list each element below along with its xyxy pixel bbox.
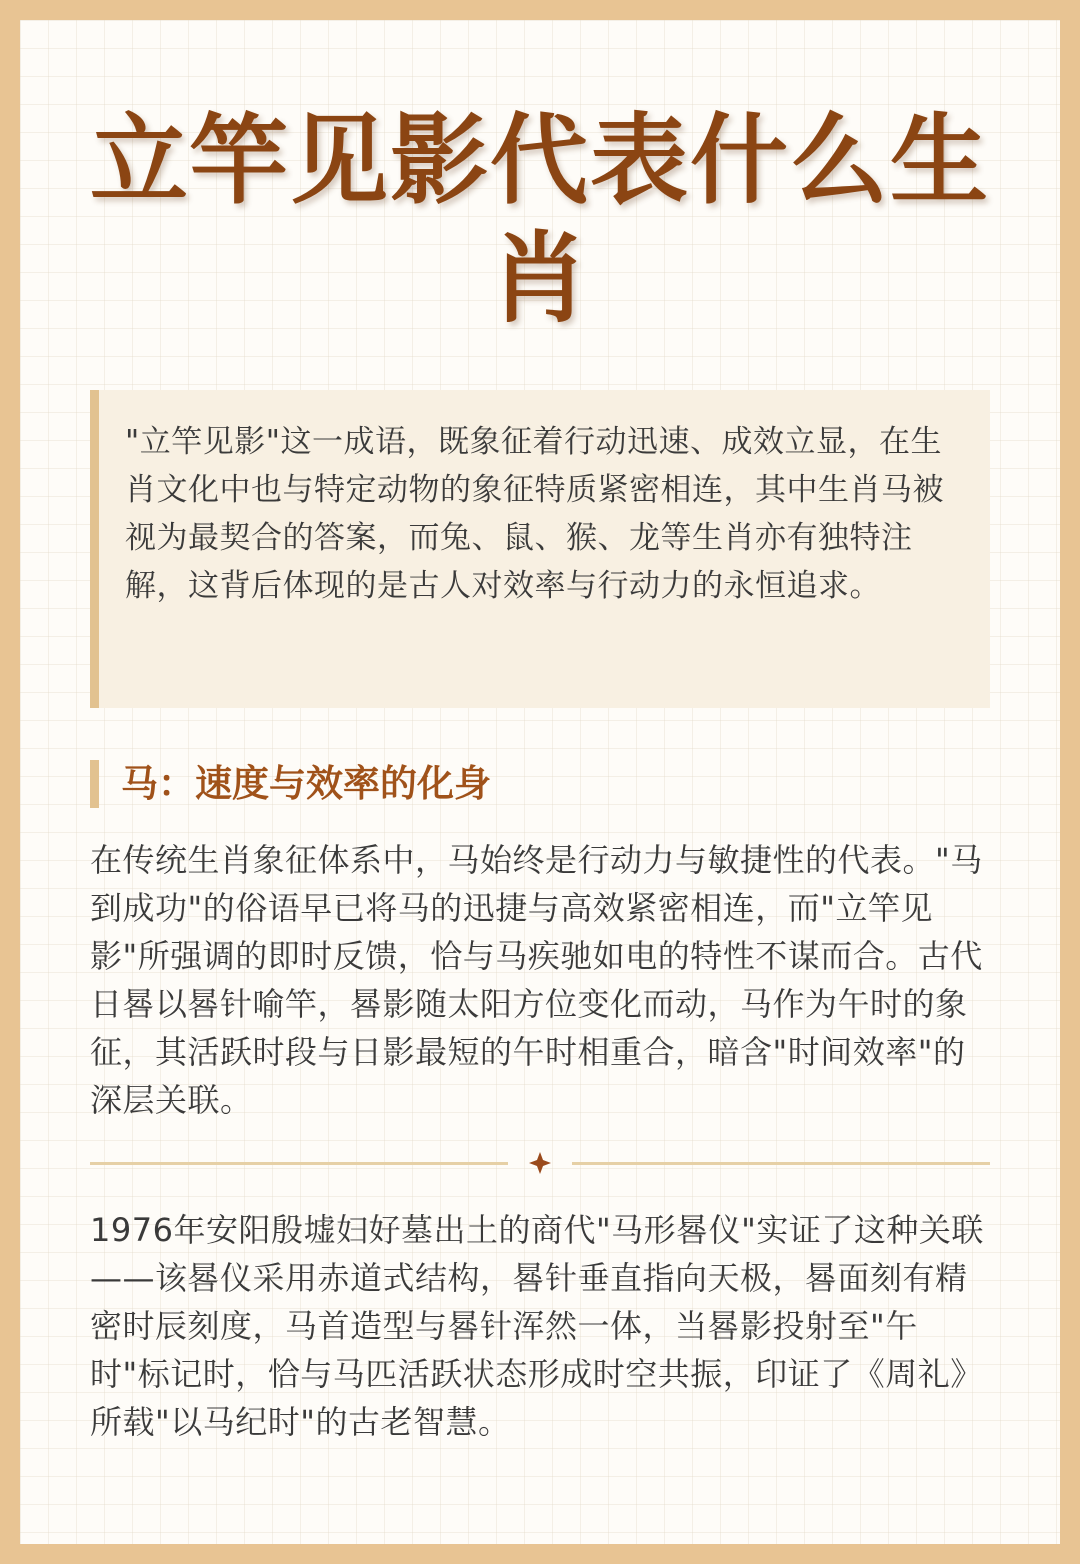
- ornamental-divider: [90, 1148, 990, 1178]
- divider-line-right: [572, 1162, 990, 1165]
- section-heading: 马：速度与效率的化身: [90, 760, 990, 808]
- article-page: [20, 20, 1060, 1544]
- section-paragraph-2: 1976年安阳殷墟妇好墓出土的商代"马形晷仪"实证了这种关联——该晷仪采用赤道式结构，晷针垂直指向天极，晷面刻有精密时辰刻度，马首造型与晷针浑然一体，当晷影投射至"午时"标记时，恰与马匹活跃状态形成时空共振，印证了《周礼》所载"以马纪时"的古老智慧。: [90, 1211, 984, 1441]
- section-paragraph-1: 在传统生肖象征体系中，马始终是行动力与敏捷性的代表。"马到成功"的俗语早已将马的迅捷与高效紧密相连，而"立竿见影"所强调的即时反馈，恰与马疾驰如电的特性不谋而合。古代日晷以晷针喻竿，晷影随太阳方位变化而动，马作为午时的象征，其活跃时段与日影最短的午时相重合，暗含"时间效率"的深层关联。: [90, 841, 983, 1119]
- intro-text: "立竿见影"这一成语，既象征着行动迅速、成效立显，在生肖文化中也与特定动物的象征特质紧密相连，其中生肖马被视为最契合的答案，而兔、鼠、猴、龙等生肖亦有独特注解，这背后体现的是古人对效率与行动力的永恒追求。: [125, 424, 944, 604]
- divider-line-left: [90, 1162, 508, 1165]
- page-title: 立竿见影代表什么生肖: [89, 104, 990, 336]
- diamond-star-ornament-icon: [528, 1151, 552, 1175]
- intro-quote-box: [90, 390, 990, 708]
